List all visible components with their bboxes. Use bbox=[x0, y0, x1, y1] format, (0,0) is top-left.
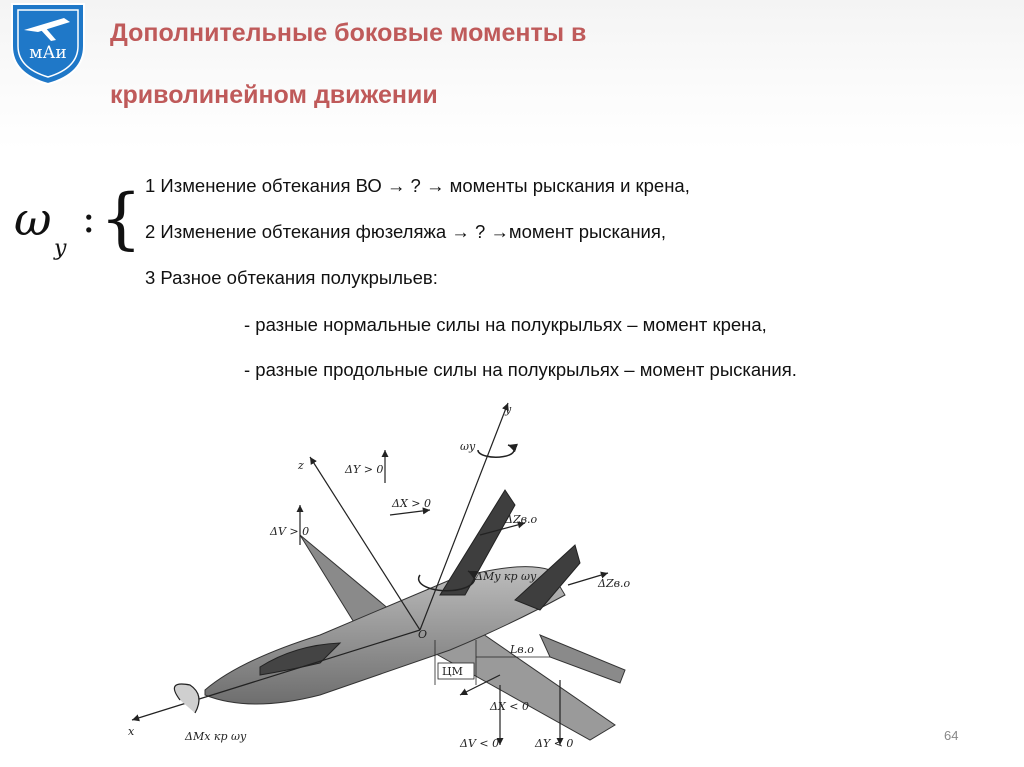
label-y: y bbox=[505, 403, 512, 416]
label-dmy: ΔMy кр ωy bbox=[475, 570, 537, 583]
formula-colon: : bbox=[82, 196, 96, 242]
mai-logo bbox=[4, 0, 92, 86]
label-x: x bbox=[128, 725, 135, 738]
omega-subscript: y bbox=[54, 236, 67, 261]
item-3: 3 Разное обтекания полукрыльев: bbox=[145, 267, 438, 288]
label-dz-right: ΔZв.о bbox=[598, 577, 631, 590]
mx-rotation bbox=[174, 684, 199, 713]
omega-y-rotation bbox=[478, 445, 514, 457]
item-2: 2 Изменение обтекания фюзеляжа → ? →момент рыскания, bbox=[145, 221, 667, 242]
slide-title bbox=[110, 2, 910, 126]
svg-text:мАи: мАи bbox=[29, 43, 67, 63]
item-1: 1 Изменение обтекания ВО → ? → моменты рыскания и крена, bbox=[145, 175, 690, 196]
label-cm: ЦМ bbox=[442, 665, 463, 678]
label-dv-top: ΔV > 0 bbox=[270, 525, 310, 538]
title-line-1: Дополнительные боковые моменты в bbox=[110, 19, 587, 47]
formula-brace: { bbox=[100, 180, 142, 257]
label-dy-top: ΔY > 0 bbox=[345, 463, 384, 476]
aircraft-diagram bbox=[120, 395, 640, 755]
page-number: 64 bbox=[944, 728, 959, 743]
label-dmx: ΔMx кр ωy bbox=[185, 730, 247, 743]
label-o: O bbox=[418, 628, 428, 641]
label-dx-top: ΔX > 0 bbox=[392, 497, 431, 510]
label-dy-bot: ΔY < 0 bbox=[535, 737, 574, 750]
title-line-2: криволинейном движении bbox=[110, 81, 438, 109]
omega-symbol: ω bbox=[14, 192, 52, 246]
label-lvo: Lв.о bbox=[510, 643, 534, 656]
label-dx-bot: ΔX < 0 bbox=[490, 700, 529, 713]
subitem-2: - разные продольные силы на полукрыльях – момент рыскания. bbox=[244, 359, 797, 380]
label-omega-y: ωy bbox=[460, 440, 476, 453]
label-z: z bbox=[298, 459, 304, 472]
subitem-1: - разные нормальные силы на полукрыльях – момент крена, bbox=[244, 314, 767, 335]
stabilizer bbox=[540, 635, 625, 683]
label-dz-left: ΔZв.о bbox=[505, 513, 538, 526]
label-dv-bot: ΔV < 0 bbox=[460, 737, 500, 750]
